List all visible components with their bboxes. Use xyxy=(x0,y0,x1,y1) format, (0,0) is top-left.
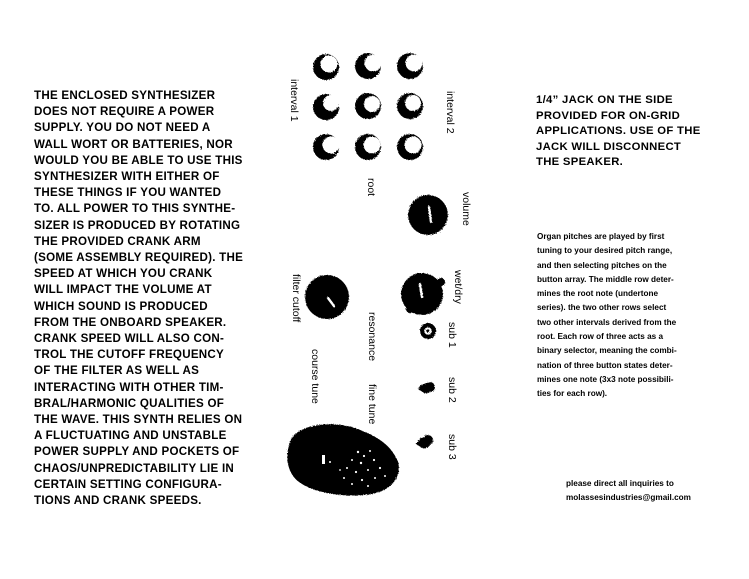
heading-line: JACK WILL DISCONNECT xyxy=(536,140,682,153)
wet-dry-knob[interactable] xyxy=(401,273,445,315)
left-line: WILL IMPACT THE VOLUME AT xyxy=(34,283,212,297)
contact-line: please direct all inquiries to xyxy=(566,479,674,488)
left-line: CHAOS/UNPREDICTABILITY LIE IN xyxy=(34,461,235,475)
left-line: THE WAVE. THIS SYNTH RELIES ON xyxy=(34,413,243,427)
body-line: nation of three button states deter- xyxy=(537,360,673,370)
left-line: SUPPLY. YOU DO NOT NEED A xyxy=(34,121,211,135)
left-line: SYNTHESIZER WITH EITHER OF xyxy=(34,170,220,184)
left-line: THE PROVIDED CRANK ARM xyxy=(34,234,201,248)
left-line: (SOME ASSEMBLY REQUIRED). THE xyxy=(34,251,244,265)
left-line: FROM THE ONBOARD SPEAKER. xyxy=(34,315,227,329)
body-line: and then selecting pitches on the xyxy=(537,260,667,270)
label-interval-1: interval 1 xyxy=(288,79,300,122)
body-line: tuning to your desired pitch range, xyxy=(537,246,673,256)
left-line: THESE THINGS IF YOU WANTED xyxy=(34,186,222,200)
left-line: OF THE FILTER AS WELL AS xyxy=(34,364,200,378)
label-course-tune: course tune xyxy=(309,349,321,404)
tune-knobs[interactable] xyxy=(287,424,399,495)
jack-heading xyxy=(536,93,726,171)
left-line: CRANK SPEED WILL ALSO CON- xyxy=(34,332,225,346)
label-filter-cutoff: filter cutoff xyxy=(290,274,302,323)
course-tune-pointer xyxy=(322,455,325,464)
label-sub-2: sub 2 xyxy=(446,377,458,403)
left-line: CERTAIN SETTING CONFIGURA- xyxy=(34,477,222,491)
body-line: ties for each row). xyxy=(537,389,608,399)
heading-line: 1/4” JACK ON THE SIDE xyxy=(536,94,673,106)
body-line: mines one note (3x3 note possibili- xyxy=(537,374,674,384)
contact-info xyxy=(566,477,691,506)
left-line: TIONS AND CRANK SPEEDS. xyxy=(34,494,202,508)
sub-2-switch[interactable] xyxy=(418,382,435,393)
label-wet-dry: wet/dry xyxy=(452,270,464,304)
contact-email[interactable]: molassesindustries@gmail.com xyxy=(566,493,691,503)
left-line: DOES NOT REQUIRE A POWER xyxy=(34,105,215,119)
organ-description xyxy=(537,230,722,402)
label-resonance: resonance xyxy=(366,312,378,362)
heading-line: APPLICATIONS. USE OF THE xyxy=(536,125,701,138)
label-volume: volume xyxy=(460,192,472,226)
body-line: binary selector, meaning the combi- xyxy=(537,346,677,356)
filter-cutoff-knob[interactable] xyxy=(305,275,349,319)
left-line: A FLUCTUATING AND UNSTABLE xyxy=(34,429,227,443)
sub-3-switch[interactable] xyxy=(416,435,433,448)
left-line: POWER SUPPLY AND POCKETS OF xyxy=(34,445,240,459)
left-line: WOULD YOU BE ABLE TO USE THIS xyxy=(34,153,243,167)
label-fine-tune: fine tune xyxy=(366,384,378,425)
left-line: WHICH SOUND IS PRODUCED xyxy=(34,299,208,313)
sub-1-switch[interactable] xyxy=(420,323,436,339)
left-line: TROL THE CUTOFF FREQUENCY xyxy=(34,348,225,362)
label-root: root xyxy=(365,178,377,197)
heading-line: THE SPEAKER. xyxy=(536,156,624,169)
body-line: series). the two other rows select xyxy=(537,303,667,313)
left-line: BRAL/HARMONIC QUALITIES OF xyxy=(34,396,225,410)
button-array xyxy=(313,53,423,160)
volume-knob[interactable] xyxy=(408,195,448,235)
body-line: two other intervals derived from the xyxy=(537,317,677,327)
left-line: WALL WORT OR BATTERIES, NOR xyxy=(34,137,233,151)
label-sub-3: sub 3 xyxy=(446,434,458,460)
left-line: SPEED AT WHICH YOU CRANK xyxy=(34,267,213,281)
left-line: THE ENCLOSED SYNTHESIZER xyxy=(34,89,216,102)
label-sub-1: sub 1 xyxy=(446,322,458,348)
heading-line: PROVIDED FOR ON-GRID xyxy=(536,109,681,122)
label-interval-2: interval 2 xyxy=(444,91,456,134)
body-line: mines the root note (undertone xyxy=(537,289,658,299)
left-line: SIZER IS PRODUCED BY ROTATING xyxy=(34,218,241,232)
left-line: TO. ALL POWER TO THIS SYNTHE- xyxy=(34,202,236,216)
left-line: INTERACTING WITH OTHER TIM- xyxy=(34,380,224,394)
body-line: Organ pitches are played by first xyxy=(537,232,665,241)
body-line: button array. The middle row deter- xyxy=(537,274,674,284)
body-line: root. Each row of three acts as a xyxy=(537,332,664,342)
